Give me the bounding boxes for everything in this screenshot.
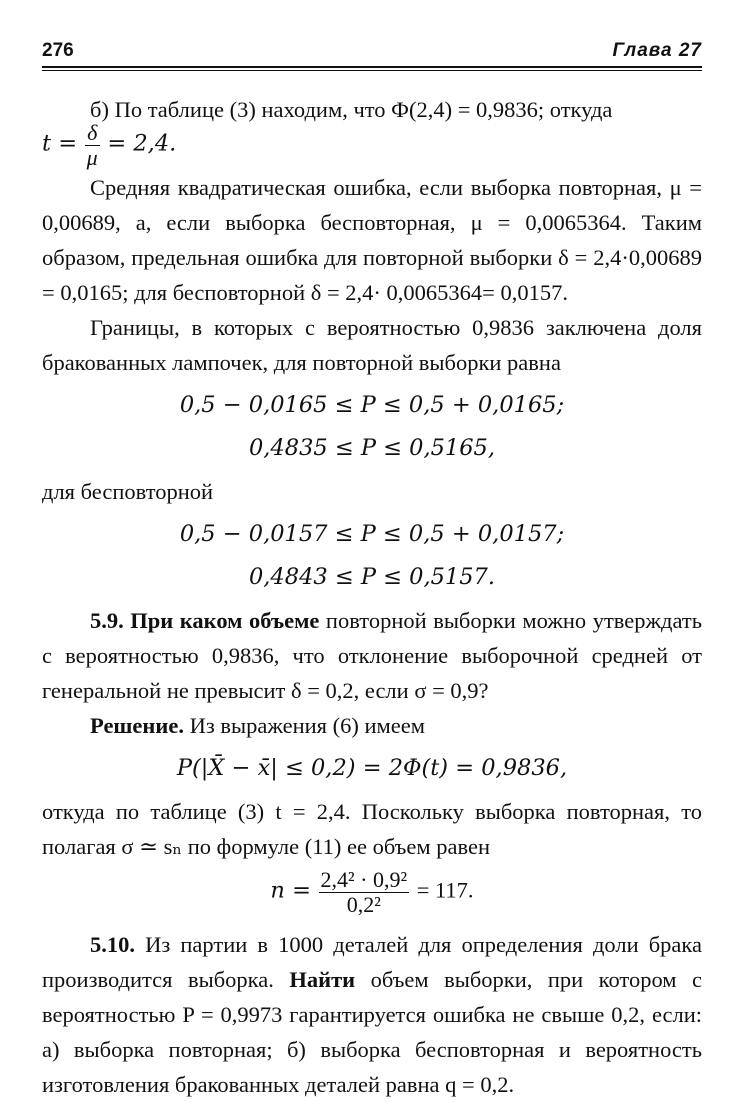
header-rule-thin bbox=[42, 70, 702, 71]
formula-t-denominator: μ bbox=[86, 145, 98, 170]
page-number: 276 bbox=[42, 40, 74, 61]
formula-n-rhs: = 117. bbox=[416, 877, 474, 903]
paragraph-b: б) По таблице (3) находим, что Ф(2,4) = 0,9836; откуда bbox=[90, 97, 613, 122]
formula-n-lhs: n = bbox=[270, 877, 311, 904]
formula-t-fraction bbox=[87, 121, 98, 170]
equation-nonrepeat-1: 0,5 − 0,0157 ≤ P ≤ 0,5 + 0,0157; bbox=[179, 521, 565, 547]
formula-n bbox=[42, 868, 702, 917]
page-header bbox=[42, 40, 702, 64]
formula-t-numerator: δ bbox=[87, 120, 98, 145]
formula-n-fraction bbox=[321, 868, 408, 917]
equation-nonrepeat-2: 0,4843 ≤ P ≤ 0,5157. bbox=[248, 564, 496, 590]
formula-t-lhs: t = bbox=[42, 130, 78, 157]
paragraph-table-lookup: откуда по таблице (3) t = 2,4. Поскольку выборка повторная, то полагая σ ≃ sₙ по формуле (11) ее объем равен bbox=[42, 799, 702, 859]
problem-5-9 bbox=[42, 603, 702, 708]
problem-5-10-text-1: Из партии в 1000 деталей для определения доли брака производится выборка. bbox=[42, 932, 702, 992]
paragraph-nonrepeat: для бесповторной bbox=[42, 479, 214, 504]
formula-t-rhs: = 2,4. bbox=[107, 130, 177, 157]
paragraph-boundaries: Границы, в которых с вероятностью 0,9836 заключена доля бракованных лампочек, для повторной выборки равна bbox=[42, 315, 702, 375]
problem-5-10-title: 5.10. bbox=[90, 932, 135, 957]
formula-t bbox=[42, 121, 702, 170]
problem-5-10-find: Найти bbox=[289, 967, 356, 992]
solution-intro bbox=[42, 708, 702, 743]
solution-text: Из выражения (6) имеем bbox=[183, 713, 425, 738]
header-rule-thick bbox=[42, 66, 702, 68]
solution-label: Решение. bbox=[90, 713, 184, 738]
formula-n-numerator: 2,4² · 0,9² bbox=[320, 867, 408, 892]
problem-5-10 bbox=[42, 927, 702, 1102]
equation-repeat-1: 0,5 − 0,0165 ≤ P ≤ 0,5 + 0,0165; bbox=[179, 392, 565, 418]
chapter-title: Глава 27 bbox=[612, 40, 702, 61]
formula-n-denominator: 0,2² bbox=[346, 892, 381, 917]
page-body bbox=[42, 92, 702, 1102]
equation-probability: P(|X̄ − x̄| ≤ 0,2) = 2Φ(t) = 0,9836, bbox=[176, 755, 568, 781]
problem-5-10-text-2: объем выборки, при котором с вероятностью P = 0,9973 гарантируется ошибка не свыше 0,2, если: а) выборка повторная; б) выборка бесповторная и вероятность изготовления бракованных деталей равна q = 0,2. bbox=[42, 967, 702, 1097]
problem-5-9-text: повторной выборки можно утверждать с вероятностью 0,9836, что отклонение выборочной средней от генеральной не превысит δ = 0,2, если σ = 0,9? bbox=[42, 608, 702, 703]
problem-5-9-title: 5.9. При каком объеме bbox=[90, 608, 320, 633]
equation-repeat-2: 0,4835 ≤ P ≤ 0,5165, bbox=[248, 435, 496, 461]
paragraph-mean-error: Средняя квадратическая ошибка, если выборка повторная, μ = 0,00689, а, если выборка бесповторная, μ = 0,0065364. Таким образом, предельная ошибка для повторной выборки δ = 2,4·0,00689 = 0,0165; для бесповторной δ = 2,4· 0,0065364= 0,0157. bbox=[42, 175, 702, 305]
